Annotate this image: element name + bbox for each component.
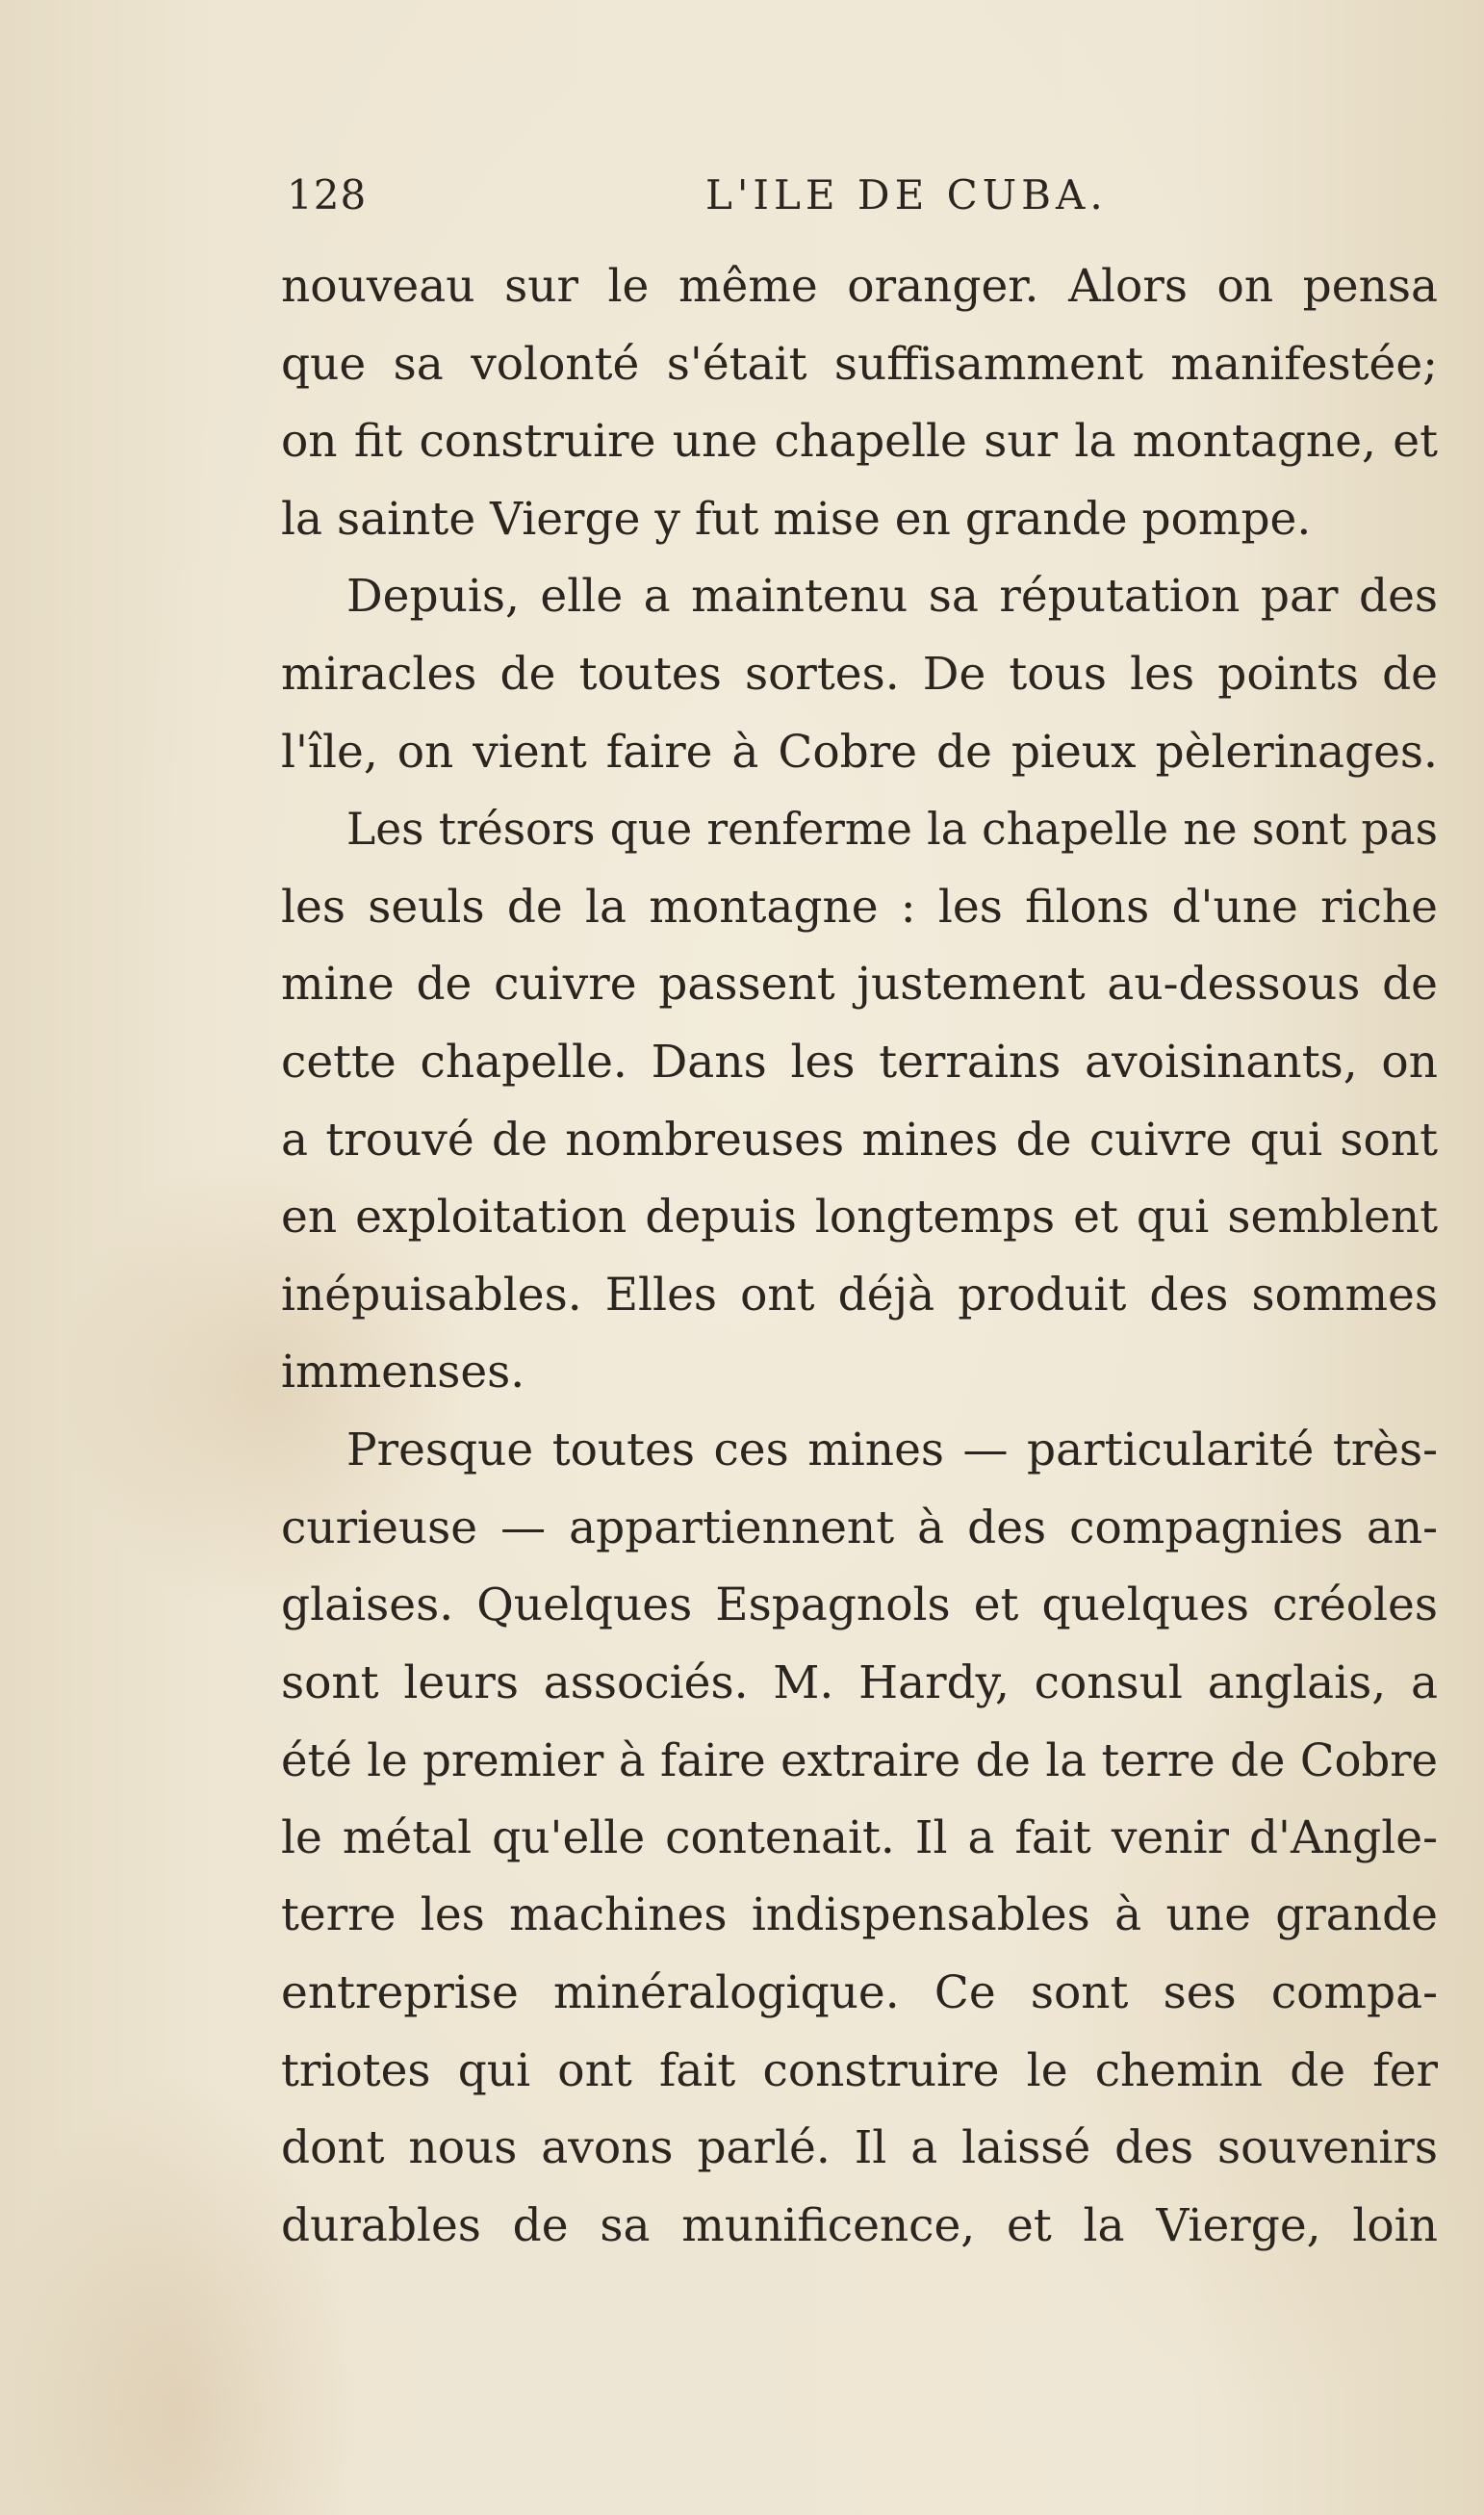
text-line: nouveau sur le même oranger. Alors on pensa (281, 260, 1438, 313)
page-header (287, 171, 1438, 229)
text-line: le métal qu'elle contenait. Il a fait venir d'Angle- (281, 1810, 1438, 1864)
running-title: L'ILE DE CUBA. (705, 171, 1108, 218)
text-line: cette chapelle. Dans les terrains avoisinants, on (281, 1035, 1438, 1089)
text-line: immenses. (281, 1346, 525, 1399)
text-line: sont leurs associés. M. Hardy, consul anglais, a (281, 1655, 1438, 1709)
text-line: l'île, on vient faire à Cobre de pieux pèlerinages. (281, 725, 1438, 779)
text-line: les seuls de la montagne : les filons d'une riche (281, 880, 1438, 934)
text-line: dont nous avons parlé. Il a laissé des souvenirs (281, 2121, 1438, 2175)
text-line: été le premier à faire extraire de la terre de Cobre (281, 1734, 1438, 1787)
text-line: Depuis, elle a maintenu sa réputation par des (346, 570, 1438, 624)
text-line: la sainte Vierge y fut mise en grande pompe. (281, 492, 1312, 546)
text-line: entreprise minéralogique. Ce sont ses compa- (281, 1966, 1438, 2020)
text-line: Les trésors que renferme la chapelle ne sont pas (346, 804, 1438, 856)
text-line: a trouvé de nombreuses mines de cuivre qui sont (281, 1113, 1438, 1167)
text-line: en exploitation depuis longtemps et qui semblent (281, 1191, 1438, 1245)
text-line: miracles de toutes sortes. De tous les points de (281, 647, 1438, 701)
text-line: mine de cuivre passent justement au-dessous de (281, 958, 1438, 1012)
text-line: triotes qui ont fait construire le chemin de fer (281, 2043, 1438, 2097)
text-line: Presque toutes ces mines — particularité très- (346, 1423, 1438, 1476)
text-line: curieuse — appartiennent à des compagnies an- (281, 1501, 1438, 1554)
text-line: glaises. Quelques Espagnols et quelques créoles (281, 1578, 1438, 1632)
body-text (281, 248, 1438, 2265)
text-line: inépuisables. Elles ont déjà produit des sommes (281, 1268, 1438, 1322)
text-line: durables de sa munificence, et la Vierge, loin (281, 2198, 1438, 2252)
text-line: terre les machines indispensables à une grande (281, 1888, 1438, 1942)
text-line: que sa volonté s'était suffisamment manifestée; (281, 337, 1438, 391)
page-number: 128 (287, 171, 368, 218)
text-line: on fit construire une chapelle sur la montagne, et (281, 415, 1438, 469)
